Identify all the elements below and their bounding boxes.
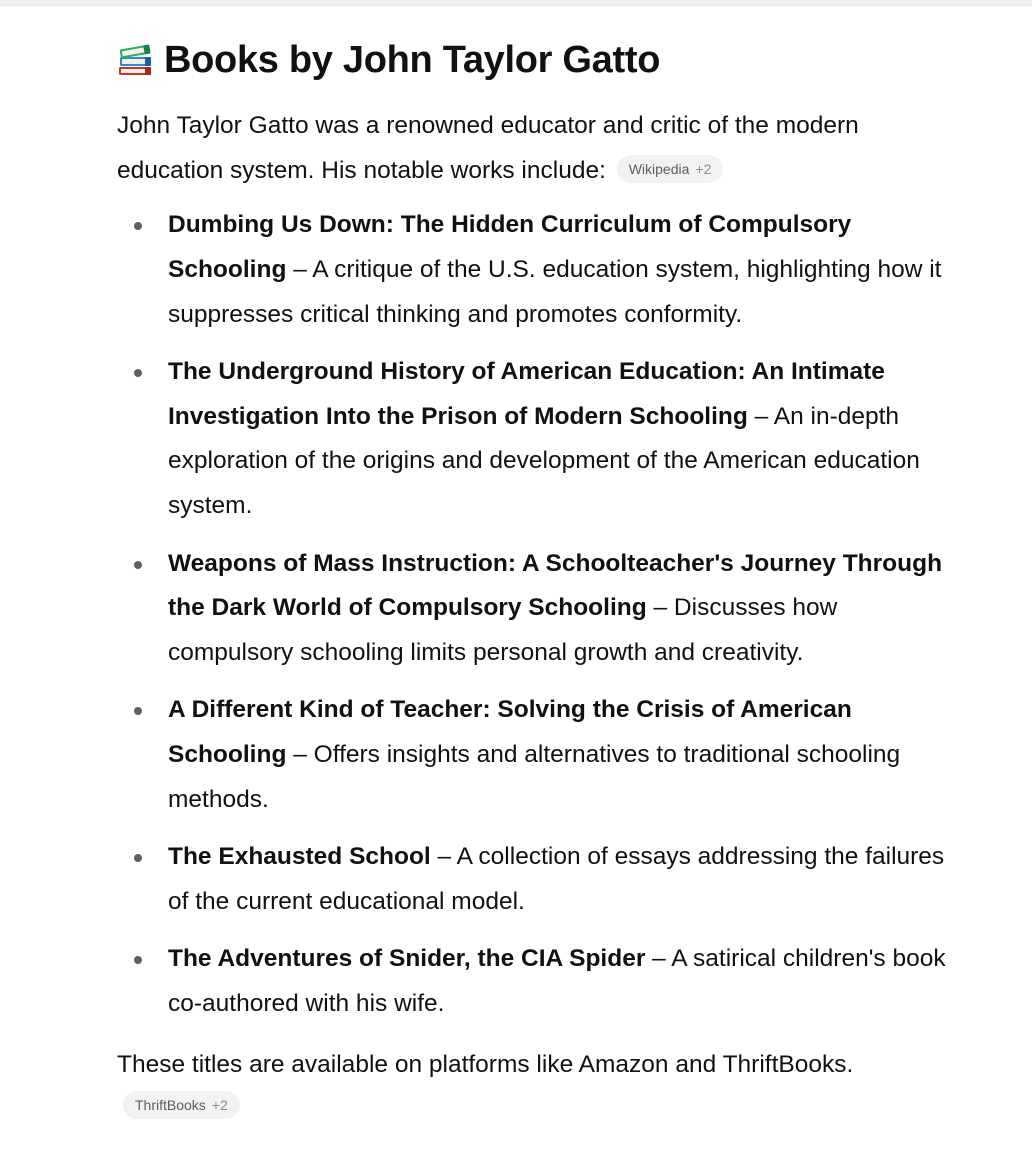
- books-list: [117, 203, 947, 1027]
- page-title-text: Books by John Taylor Gatto: [164, 38, 661, 81]
- intro-paragraph: [117, 104, 947, 193]
- source-chip-label: Wikipedia: [628, 161, 690, 178]
- list-item: [117, 542, 947, 676]
- source-chip-count: +2: [695, 161, 712, 178]
- bullet-icon: [134, 707, 142, 715]
- top-divider: [0, 0, 1032, 6]
- outro-text: These titles are available on platforms like Amazon and ThriftBooks.: [117, 1051, 854, 1079]
- source-chip-label: ThriftBooks: [135, 1097, 206, 1114]
- message-content: [117, 36, 947, 1119]
- list-item: [117, 203, 947, 337]
- book-title: The Underground History of American Education: An Intimate Investigation Into the Prison of Modern Schooling: [168, 357, 885, 430]
- bullet-icon: [134, 956, 142, 964]
- bullet-icon: [134, 222, 142, 230]
- book-description: – Discusses how compulsory schooling limits personal growth and creativity.: [168, 594, 838, 667]
- intro-text: John Taylor Gatto was a renowned educator and critic of the modern education system. His notable works include:: [117, 112, 859, 184]
- page-title: [117, 36, 947, 84]
- book-title: The Exhausted School: [168, 843, 431, 871]
- book-title: Weapons of Mass Instruction: A Schoolteacher's Journey Through the Dark World of Compulsory Schooling: [168, 549, 943, 622]
- outro-sources: [123, 1091, 947, 1119]
- books-icon: [117, 43, 153, 77]
- list-item: [117, 350, 947, 529]
- outro-paragraph: [117, 1043, 947, 1087]
- list-item: [117, 688, 947, 822]
- list-item: [117, 835, 947, 925]
- book-description: – A collection of essays addressing the failures of the current educational model.: [168, 843, 945, 916]
- list-item: [117, 937, 947, 1027]
- book-title: A Different Kind of Teacher: Solving the Crisis of American Schooling: [168, 696, 852, 769]
- source-chip-thriftbooks[interactable]: [123, 1091, 240, 1119]
- source-chip-count: +2: [211, 1097, 228, 1114]
- book-description: – A critique of the U.S. education system, highlighting how it suppresses critical thinking and promotes conformity.: [168, 255, 942, 328]
- book-description: – A satirical children's book co-authored with his wife.: [168, 945, 946, 1018]
- source-chip-wikipedia[interactable]: [617, 155, 724, 183]
- book-title: The Adventures of Snider, the CIA Spider: [168, 945, 646, 973]
- book-description: – An in-depth exploration of the origins and development of the American education system.: [168, 402, 920, 520]
- book-title: Dumbing Us Down: The Hidden Curriculum of Compulsory Schooling: [168, 211, 852, 283]
- bullet-icon: [134, 369, 142, 377]
- bullet-icon: [134, 561, 142, 569]
- bullet-icon: [134, 854, 142, 862]
- book-description: – Offers insights and alternatives to traditional schooling methods.: [168, 741, 901, 814]
